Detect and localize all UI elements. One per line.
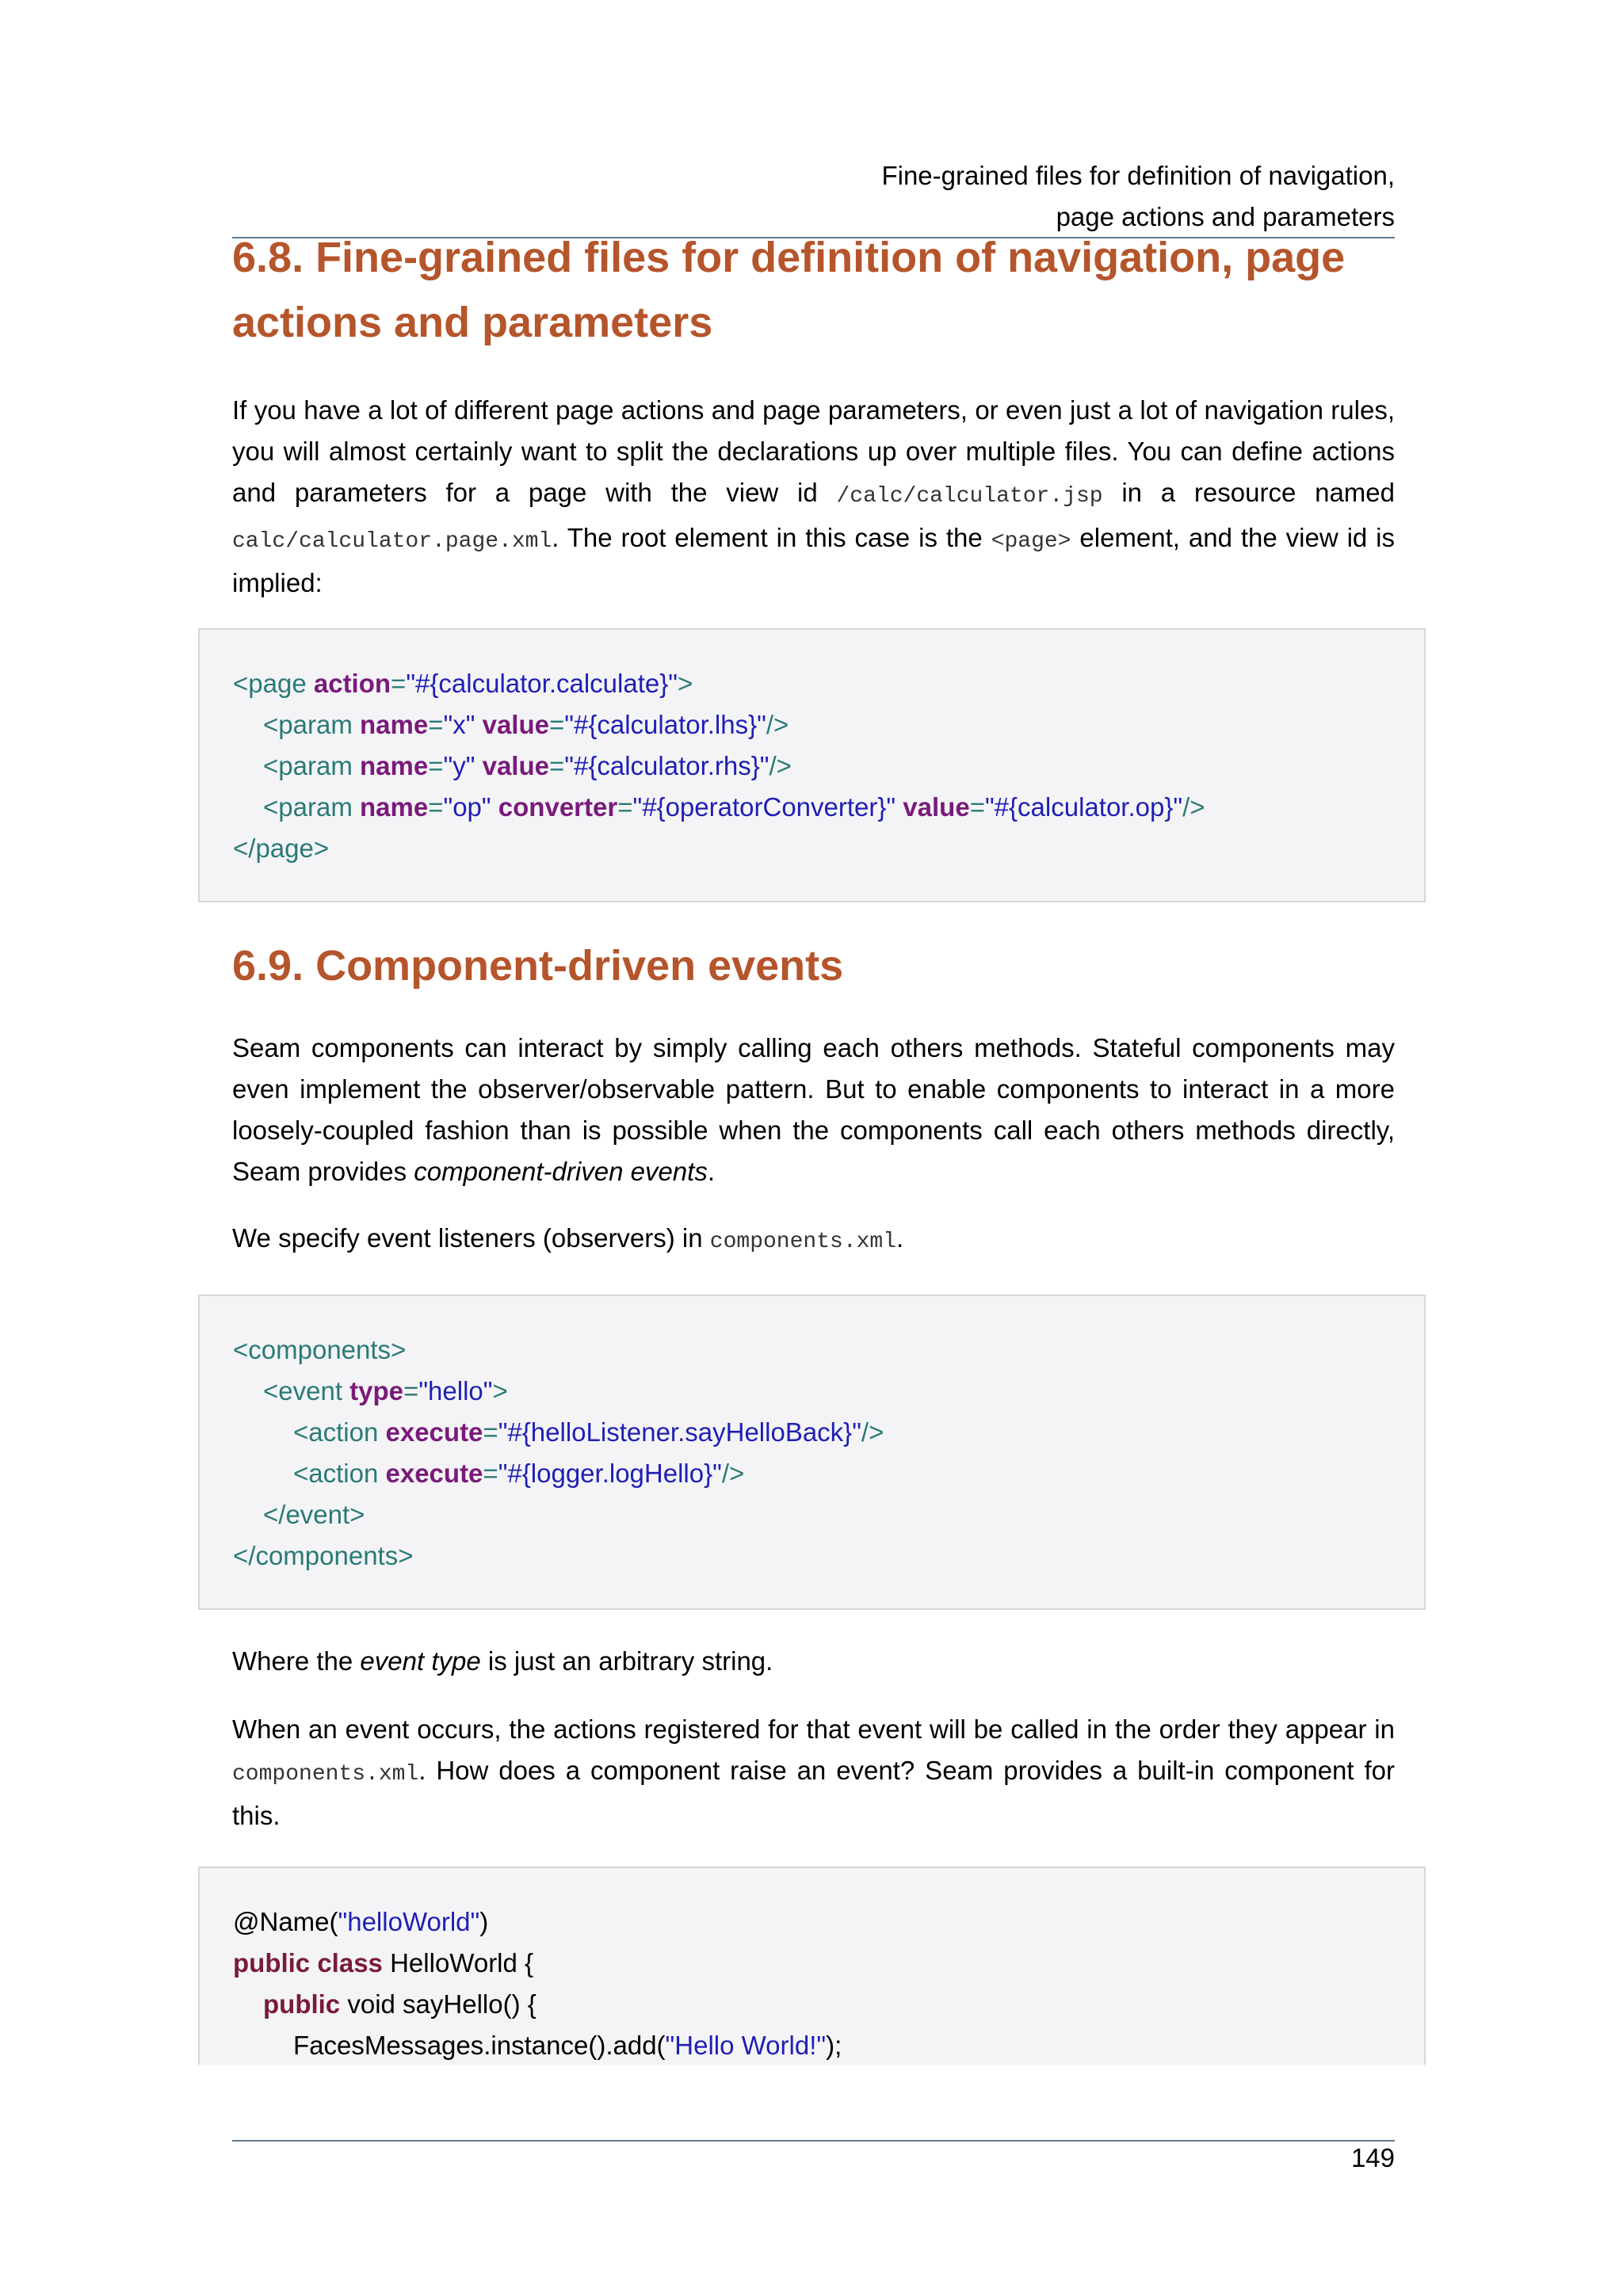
section-6-9-paragraph-2 [232, 1218, 1395, 1263]
heading-line1: 6.8. Fine-grained files for definition of navigation, page [232, 234, 1346, 281]
code-literal: calc/calculator.page.xml [232, 529, 552, 554]
text: We specify event listeners (observers) in [232, 1223, 710, 1253]
code-line: </components> [233, 1541, 414, 1570]
text: . [896, 1223, 904, 1253]
code-literal: components.xml [709, 1230, 897, 1254]
page-number: 149 [1350, 2143, 1395, 2172]
code-line: FacesMessages.instance().add("Hello World!"); [293, 2031, 842, 2060]
code-literal: /calc/calculator.jsp [836, 484, 1103, 509]
code-block-java [198, 1867, 1426, 2065]
footer-rule [232, 2140, 1395, 2142]
code-line: <action execute="#{helloListener.sayHelloBack}"/> [293, 1417, 884, 1447]
code-line: <components> [233, 1335, 407, 1364]
code-line: public void sayHello() { [263, 1989, 537, 2019]
text: . The root element in this case is the [552, 523, 991, 552]
code-block-components-xml [198, 1295, 1426, 1610]
text: in a resource named [1102, 478, 1395, 507]
text: Where the [232, 1646, 361, 1676]
section-6-9-paragraph-4 [232, 1709, 1395, 1836]
code-line: <event type="hello"> [263, 1376, 508, 1405]
code-line: <action execute="#{logger.logHello}"/> [293, 1459, 745, 1488]
text: . [707, 1157, 715, 1186]
section-6-9-paragraph-3 [232, 1641, 1395, 1682]
code-line: @Name("helloWorld") [233, 1907, 489, 1936]
text: When an event occurs, the actions registered for that event will be called in the order they appear in [232, 1714, 1395, 1744]
running-header-line1: Fine-grained files for definition of navigation, [881, 161, 1395, 190]
code-line: <param name="op" converter="#{operatorConverter}" value="#{calculator.op}"/> [263, 792, 1205, 822]
text: Seam components can interact by simply calling each others methods. Stateful components may even implement the observer/observable pattern. But to enable components to interact in a more loosely-coupled fashion than is possible when the components call each others methods directly, Seam provides [232, 1033, 1395, 1186]
running-header-line2: page actions and parameters [1056, 202, 1395, 231]
emphasis: component-driven events [414, 1157, 708, 1186]
section-6-8-heading [232, 225, 1395, 355]
code-line: <param name="x" value="#{calculator.lhs}"/> [263, 710, 789, 739]
code-line: </event> [263, 1500, 365, 1529]
code-literal: components.xml [232, 1762, 419, 1787]
text: element, and the view id is implied: [232, 523, 1396, 597]
code-line: public class HelloWorld { [233, 1948, 534, 1978]
heading-line2: actions and parameters [232, 299, 713, 346]
section-6-9-heading: 6.9. Component-driven events [232, 942, 844, 990]
code-literal: <page> [991, 529, 1071, 554]
text: If you have a lot of different page actions and page parameters, or even just a lot of navigation rules, you will almost certainly want to split the declarations up over multiple files. You can define actions and parameters for a page with the view id [232, 395, 1395, 507]
code-block-page-xml [198, 628, 1426, 902]
text: . How does a component raise an event? Seam provides a built-in component for this. [232, 1756, 1395, 1830]
code-line: </page> [233, 833, 330, 863]
code-line: <page action="#{calculator.calculate}"> [233, 669, 693, 698]
emphasis: event type [360, 1646, 481, 1676]
code-line: <param name="y" value="#{calculator.rhs}"/> [263, 751, 792, 780]
section-6-9-paragraph-1 [232, 1028, 1395, 1192]
text: is just an arbitrary string. [480, 1646, 773, 1676]
section-6-8-paragraph [232, 390, 1395, 604]
